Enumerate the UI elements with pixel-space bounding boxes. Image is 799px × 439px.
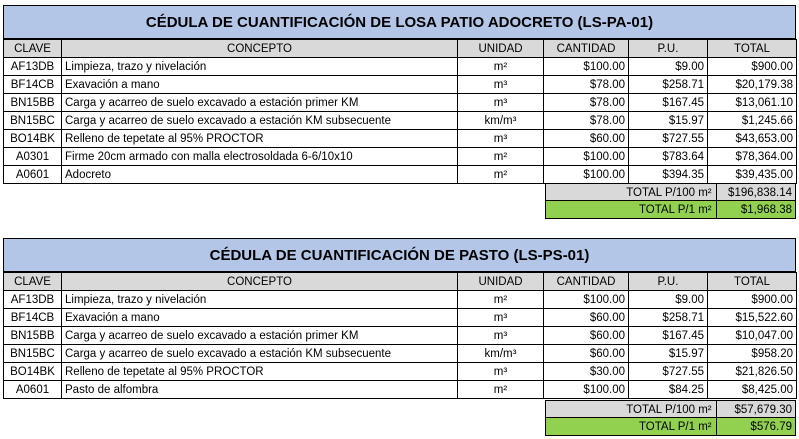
cell-concepto: Exavación a mano (62, 309, 458, 327)
cell-concepto: Adocreto (62, 166, 458, 184)
cell-concepto: Relleno de tepetate al 95% PROCTOR (62, 130, 458, 148)
header-row (4, 40, 797, 58)
cell-total: $20,179.38 (708, 76, 797, 94)
cell-total: $43,653.00 (708, 130, 797, 148)
header-cantidad: CANTIDAD (544, 273, 629, 291)
cell-pu: $727.55 (629, 130, 708, 148)
cell-clave: AF13DB (4, 58, 62, 76)
cell-concepto: Limpieza, trazo y nivelación (62, 291, 458, 309)
cell-clave: BO14BK (4, 363, 62, 381)
cell-clave: A0601 (4, 381, 62, 399)
table-row (4, 58, 797, 76)
cell-pu: $9.00 (629, 291, 708, 309)
total-per-1-row (545, 201, 796, 219)
header-row (4, 273, 797, 291)
table-row (4, 94, 797, 112)
cell-unidad: m² (458, 148, 544, 166)
header-unidad: UNIDAD (458, 273, 544, 291)
cell-pu: $84.25 (629, 381, 708, 399)
cell-cantidad: $60.00 (544, 309, 629, 327)
cell-total: $958.20 (708, 345, 797, 363)
sheet-pasto (3, 238, 796, 433)
cell-concepto: Carga y acarreo de suelo excavado a estación primer KM (62, 327, 458, 345)
cell-cantidad: $100.00 (544, 381, 629, 399)
cell-pu: $394.35 (629, 166, 708, 184)
total-per-100-label: TOTAL P/100 m² (626, 404, 712, 416)
cell-pu: $783.64 (629, 148, 708, 166)
header-concepto: CONCEPTO (62, 273, 458, 291)
cell-unidad: m² (458, 291, 544, 309)
header-cantidad: CANTIDAD (544, 40, 629, 58)
sheet-losa-patio-adocreto (3, 5, 796, 216)
totals-block (545, 183, 796, 219)
header-clave: CLAVE (4, 273, 62, 291)
cell-total: $21,826.50 (708, 363, 797, 381)
totals-block (545, 400, 796, 436)
header-unidad: UNIDAD (458, 40, 544, 58)
header-total: TOTAL (708, 40, 797, 58)
cell-clave: BF14CB (4, 309, 62, 327)
cell-pu: $9.00 (629, 58, 708, 76)
cell-clave: BO14BK (4, 130, 62, 148)
total-per-100-row (545, 183, 796, 201)
cell-total: $15,522.60 (708, 309, 797, 327)
total-per-1-label: TOTAL P/1 m² (638, 204, 712, 216)
cell-unidad: m² (458, 381, 544, 399)
cell-cantidad: $100.00 (544, 148, 629, 166)
cell-concepto: Exavación a mano (62, 76, 458, 94)
header-concepto: CONCEPTO (62, 40, 458, 58)
cell-pu: $727.55 (629, 363, 708, 381)
cell-cantidad: $78.00 (544, 112, 629, 130)
cell-cantidad: $60.00 (544, 130, 629, 148)
cell-cantidad: $100.00 (544, 166, 629, 184)
cell-cantidad: $60.00 (544, 327, 629, 345)
total-per-100-value: $196,838.14 (716, 184, 795, 200)
table-row (4, 76, 797, 94)
cell-concepto: Carga y acarreo de suelo excavado a estación primer KM (62, 94, 458, 112)
cell-clave: BN15BB (4, 94, 62, 112)
table-row (4, 148, 797, 166)
cell-total: $39,435.00 (708, 166, 797, 184)
cell-cantidad: $60.00 (544, 345, 629, 363)
cell-concepto: Pasto de alfombra (62, 381, 458, 399)
cell-unidad: m³ (458, 327, 544, 345)
total-per-1-label: TOTAL P/1 m² (638, 421, 712, 433)
cell-total: $78,364.00 (708, 148, 797, 166)
cell-clave: BF14CB (4, 76, 62, 94)
sheet-title: CÉDULA DE CUANTIFICACIÓN DE PASTO (LS-PS-01) (3, 238, 796, 272)
cell-cantidad: $30.00 (544, 363, 629, 381)
table-row (4, 345, 797, 363)
sheet-title: CÉDULA DE CUANTIFICACIÓN DE LOSA PATIO ADOCRETO (LS-PA-01) (3, 5, 796, 39)
cell-total: $8,425.00 (708, 381, 797, 399)
cell-total: $10,047.00 (708, 327, 797, 345)
header-pu: P.U. (629, 40, 708, 58)
cell-clave: AF13DB (4, 291, 62, 309)
table-row (4, 309, 797, 327)
cell-pu: $167.45 (629, 94, 708, 112)
cell-cantidad: $78.00 (544, 76, 629, 94)
cell-total: $900.00 (708, 291, 797, 309)
cell-pu: $258.71 (629, 76, 708, 94)
header-total: TOTAL (708, 273, 797, 291)
cell-unidad: m³ (458, 76, 544, 94)
cell-unidad: km/m³ (458, 345, 544, 363)
cell-total: $900.00 (708, 58, 797, 76)
cell-pu: $258.71 (629, 309, 708, 327)
cell-concepto: Relleno de tepetate al 95% PROCTOR (62, 363, 458, 381)
cell-cantidad: $100.00 (544, 58, 629, 76)
quantification-table (3, 272, 797, 399)
cell-clave: A0601 (4, 166, 62, 184)
cell-clave: BN15BB (4, 327, 62, 345)
table-row (4, 363, 797, 381)
cell-pu: $15.97 (629, 345, 708, 363)
table-row (4, 130, 797, 148)
cell-concepto: Limpieza, trazo y nivelación (62, 58, 458, 76)
cell-unidad: m² (458, 166, 544, 184)
table-row (4, 327, 797, 345)
cell-concepto: Carga y acarreo de suelo excavado a estación KM subsecuente (62, 112, 458, 130)
cell-total: $13,061.10 (708, 94, 797, 112)
cell-unidad: km/m³ (458, 112, 544, 130)
cell-unidad: m² (458, 58, 544, 76)
cell-unidad: m³ (458, 363, 544, 381)
total-per-1-value: $1,968.38 (716, 201, 795, 218)
total-per-100-row (545, 400, 796, 418)
table-row (4, 112, 797, 130)
total-per-1-row (545, 418, 796, 436)
header-clave: CLAVE (4, 40, 62, 58)
total-per-1-value: $576.79 (716, 418, 795, 435)
total-per-100-value: $57,679.30 (716, 401, 795, 417)
header-pu: P.U. (629, 273, 708, 291)
table-row (4, 291, 797, 309)
cell-pu: $167.45 (629, 327, 708, 345)
table-row (4, 381, 797, 399)
cell-cantidad: $78.00 (544, 94, 629, 112)
table-row (4, 166, 797, 184)
quantification-table (3, 39, 797, 184)
cell-total: $1,245.66 (708, 112, 797, 130)
cell-clave: BN15BC (4, 112, 62, 130)
cell-unidad: m³ (458, 309, 544, 327)
cell-cantidad: $100.00 (544, 291, 629, 309)
cell-clave: BN15BC (4, 345, 62, 363)
cell-clave: A0301 (4, 148, 62, 166)
cell-concepto: Firme 20cm armado con malla electrosoldada 6-6/10x10 (62, 148, 458, 166)
total-per-100-label: TOTAL P/100 m² (626, 187, 712, 199)
cell-pu: $15.97 (629, 112, 708, 130)
cell-concepto: Carga y acarreo de suelo excavado a estación KM subsecuente (62, 345, 458, 363)
cell-unidad: m³ (458, 94, 544, 112)
cell-unidad: m³ (458, 130, 544, 148)
